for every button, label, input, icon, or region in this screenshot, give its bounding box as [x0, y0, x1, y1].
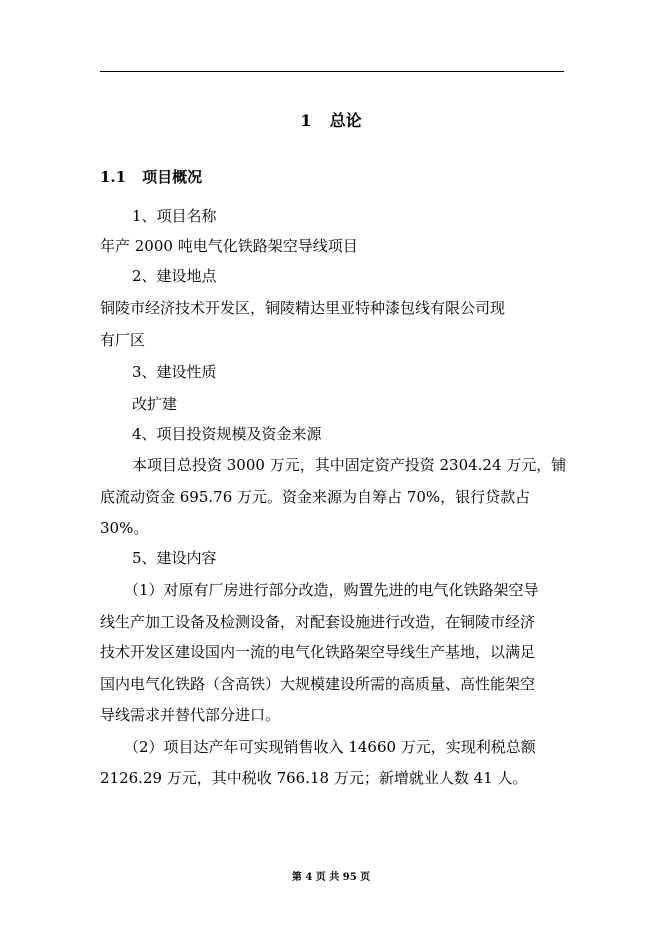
item4-body-line1: 本项目总投资 3000 万元，其中固定资产投资 2304.24 万元，铺: [132, 456, 567, 474]
item5-para1-line2: 线生产加工设备及检测设备，对配套设施进行改造，在铜陵市经济: [100, 613, 536, 631]
item2-body-line1: 铜陵市经济技术开发区，铜陵精达里亚特种漆包线有限公司现: [100, 299, 506, 317]
header-rule: [100, 71, 564, 72]
item5-heading: 5、建设内容: [132, 549, 217, 567]
section-heading: [100, 166, 202, 187]
item5-para2-line1: （2）项目达产年可实现销售收入 14660 万元，实现利税总额: [124, 738, 536, 756]
item5-para1-line3: 技术开发区建设国内一流的电气化铁路架空导线生产基地，以满足: [100, 643, 536, 661]
item1-heading: 1、项目名称: [132, 207, 217, 225]
section-number: 1.1: [100, 168, 127, 186]
chapter-title: [0, 108, 662, 131]
item5-para1-line4: 国内电气化铁路（含高铁）大规模建设所需的高质量、高性能架空: [100, 675, 536, 693]
item2-body-line2: 有厂区: [100, 331, 146, 349]
item3-heading: 3、建设性质: [132, 363, 217, 381]
chapter-number: 1: [300, 111, 312, 130]
item2-heading: 2、建设地点: [132, 267, 217, 285]
item5-para2-line2: 2126.29 万元，其中税收 766.18 万元；新增就业人数 41 人。: [100, 769, 528, 787]
item3-body: 改扩建: [132, 395, 178, 413]
item1-body: 年产 2000 吨电气化铁路架空导线项目: [100, 237, 358, 255]
section-title-text: 项目概况: [142, 168, 203, 186]
item4-body-line3: 30%。: [100, 519, 149, 537]
page-footer: 第 4 页 共 95 页: [291, 872, 371, 883]
item4-body-line2: 底流动资金 695.76 万元。资金来源为自筹占 70%，银行贷款占: [100, 488, 531, 506]
item5-para1-line1: （1）对原有厂房进行部分改造，购置先进的电气化铁路架空导: [124, 581, 539, 599]
chapter-title-text: 总论: [329, 111, 362, 130]
item4-heading: 4、项目投资规模及资金来源: [132, 425, 322, 443]
item5-para1-line5: 导线需求并替代部分进口。: [100, 706, 281, 724]
